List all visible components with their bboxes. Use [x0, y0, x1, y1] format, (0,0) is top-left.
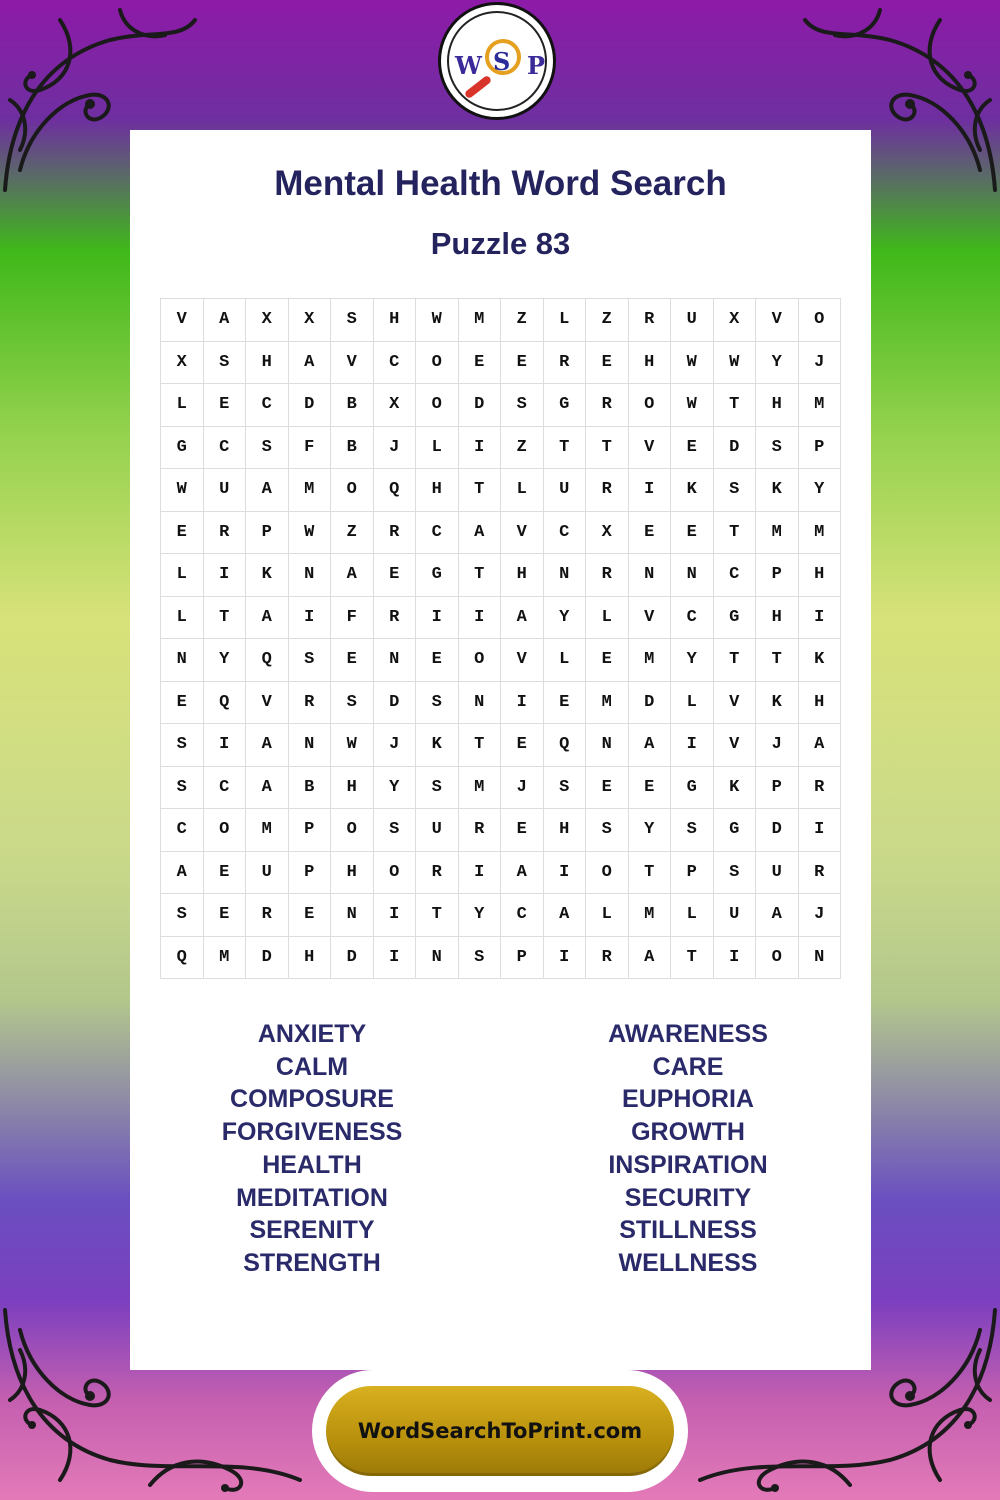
- grid-cell[interactable]: Z: [501, 427, 544, 470]
- grid-cell[interactable]: S: [756, 427, 799, 470]
- grid-cell[interactable]: A: [799, 724, 842, 767]
- grid-cell[interactable]: U: [246, 852, 289, 895]
- grid-cell[interactable]: I: [671, 724, 714, 767]
- grid-cell[interactable]: T: [629, 852, 672, 895]
- grid-cell[interactable]: P: [756, 767, 799, 810]
- grid-cell[interactable]: P: [671, 852, 714, 895]
- puzzle-card: [130, 130, 871, 1370]
- grid-cell[interactable]: E: [374, 554, 417, 597]
- grid-cell[interactable]: J: [501, 767, 544, 810]
- grid-cell[interactable]: S: [671, 809, 714, 852]
- grid-cell[interactable]: U: [416, 809, 459, 852]
- grid-cell[interactable]: I: [204, 724, 247, 767]
- word-list-item: SERENITY: [249, 1216, 375, 1245]
- grid-cell[interactable]: I: [416, 597, 459, 640]
- grid-cell[interactable]: K: [714, 767, 757, 810]
- word-list-item: STRENGTH: [243, 1248, 381, 1277]
- grid-cell[interactable]: V: [501, 512, 544, 555]
- grid-cell[interactable]: O: [586, 852, 629, 895]
- grid-cell[interactable]: T: [204, 597, 247, 640]
- grid-cell[interactable]: L: [161, 597, 204, 640]
- grid-cell[interactable]: U: [204, 469, 247, 512]
- grid-cell[interactable]: K: [671, 469, 714, 512]
- grid-cell[interactable]: O: [416, 342, 459, 385]
- grid-cell[interactable]: L: [544, 639, 587, 682]
- grid-cell[interactable]: R: [586, 469, 629, 512]
- grid-cell[interactable]: C: [714, 554, 757, 597]
- grid-cell[interactable]: Z: [586, 299, 629, 342]
- grid-cell[interactable]: R: [629, 299, 672, 342]
- grid-cell[interactable]: N: [799, 937, 842, 980]
- grid-cell[interactable]: S: [331, 682, 374, 725]
- grid-cell[interactable]: E: [204, 894, 247, 937]
- grid-cell[interactable]: C: [501, 894, 544, 937]
- grid-cell[interactable]: K: [756, 682, 799, 725]
- grid-cell[interactable]: L: [671, 894, 714, 937]
- grid-cell[interactable]: V: [331, 342, 374, 385]
- grid-cell[interactable]: N: [629, 554, 672, 597]
- grid-cell[interactable]: M: [204, 937, 247, 980]
- grid-cell[interactable]: E: [501, 809, 544, 852]
- grid-cell[interactable]: S: [586, 809, 629, 852]
- grid-cell[interactable]: H: [374, 299, 417, 342]
- word-list-item: WELLNESS: [618, 1248, 758, 1277]
- grid-cell[interactable]: D: [331, 937, 374, 980]
- grid-cell[interactable]: L: [586, 597, 629, 640]
- grid-cell[interactable]: P: [246, 512, 289, 555]
- grid-cell[interactable]: I: [459, 852, 502, 895]
- grid-cell[interactable]: E: [586, 767, 629, 810]
- grid-cell[interactable]: Z: [331, 512, 374, 555]
- grid-cell[interactable]: O: [629, 384, 672, 427]
- grid-cell[interactable]: O: [756, 937, 799, 980]
- grid-cell[interactable]: N: [161, 639, 204, 682]
- word-list-right: [538, 1018, 838, 1280]
- word-list-left: [162, 1018, 462, 1280]
- grid-cell[interactable]: L: [544, 299, 587, 342]
- grid-cell[interactable]: I: [204, 554, 247, 597]
- grid-cell[interactable]: Y: [799, 469, 842, 512]
- grid-cell[interactable]: C: [246, 384, 289, 427]
- grid-cell[interactable]: D: [756, 809, 799, 852]
- grid-cell[interactable]: P: [799, 427, 842, 470]
- grid-cell[interactable]: Q: [374, 469, 417, 512]
- letter-grid: [160, 298, 841, 979]
- grid-cell[interactable]: R: [799, 852, 842, 895]
- grid-cell[interactable]: C: [416, 512, 459, 555]
- grid-cell[interactable]: U: [756, 852, 799, 895]
- word-list-item: GROWTH: [631, 1118, 745, 1147]
- grid-cell[interactable]: H: [756, 384, 799, 427]
- grid-cell[interactable]: I: [459, 597, 502, 640]
- grid-cell[interactable]: K: [416, 724, 459, 767]
- grid-cell[interactable]: M: [629, 894, 672, 937]
- grid-cell[interactable]: H: [799, 554, 842, 597]
- grid-cell[interactable]: V: [161, 299, 204, 342]
- grid-cell[interactable]: M: [799, 384, 842, 427]
- grid-cell[interactable]: A: [756, 894, 799, 937]
- grid-cell[interactable]: A: [459, 512, 502, 555]
- grid-cell[interactable]: H: [756, 597, 799, 640]
- grid-cell[interactable]: T: [756, 639, 799, 682]
- grid-cell[interactable]: G: [416, 554, 459, 597]
- grid-cell[interactable]: H: [629, 342, 672, 385]
- grid-cell[interactable]: J: [756, 724, 799, 767]
- grid-cell[interactable]: V: [629, 427, 672, 470]
- grid-cell[interactable]: R: [374, 597, 417, 640]
- grid-cell[interactable]: V: [714, 724, 757, 767]
- grid-cell[interactable]: N: [331, 894, 374, 937]
- grid-cell[interactable]: T: [586, 427, 629, 470]
- grid-cell[interactable]: I: [714, 937, 757, 980]
- grid-cell[interactable]: R: [799, 767, 842, 810]
- grid-cell[interactable]: J: [799, 894, 842, 937]
- grid-cell[interactable]: B: [289, 767, 332, 810]
- word-list-item: EUPHORIA: [622, 1085, 754, 1114]
- word-list-item: ANXIETY: [257, 1020, 367, 1048]
- word-list-item: CARE: [652, 1052, 724, 1081]
- grid-cell[interactable]: X: [246, 299, 289, 342]
- grid-cell[interactable]: Q: [544, 724, 587, 767]
- grid-cell[interactable]: W: [416, 299, 459, 342]
- grid-cell[interactable]: K: [799, 639, 842, 682]
- grid-cell[interactable]: A: [246, 469, 289, 512]
- grid-cell[interactable]: L: [416, 427, 459, 470]
- grid-cell[interactable]: J: [374, 724, 417, 767]
- grid-cell[interactable]: S: [331, 299, 374, 342]
- grid-cell[interactable]: R: [246, 894, 289, 937]
- grid-cell[interactable]: M: [586, 682, 629, 725]
- grid-cell[interactable]: K: [756, 469, 799, 512]
- grid-cell[interactable]: X: [374, 384, 417, 427]
- grid-cell[interactable]: X: [714, 299, 757, 342]
- grid-cell[interactable]: P: [289, 852, 332, 895]
- grid-cell[interactable]: E: [586, 342, 629, 385]
- grid-cell[interactable]: L: [586, 894, 629, 937]
- footer-site-link[interactable]: WordSearchToPrint.com: [357, 1419, 643, 1443]
- grid-cell[interactable]: S: [289, 639, 332, 682]
- grid-cell[interactable]: I: [289, 597, 332, 640]
- grid-cell[interactable]: E: [161, 512, 204, 555]
- grid-cell[interactable]: E: [629, 767, 672, 810]
- grid-cell[interactable]: Q: [204, 682, 247, 725]
- grid-cell[interactable]: Q: [246, 639, 289, 682]
- grid-cell[interactable]: S: [161, 724, 204, 767]
- grid-cell[interactable]: E: [671, 427, 714, 470]
- grid-cell[interactable]: S: [246, 427, 289, 470]
- grid-cell[interactable]: N: [459, 682, 502, 725]
- grid-cell[interactable]: R: [289, 682, 332, 725]
- grid-cell[interactable]: X: [161, 342, 204, 385]
- grid-cell[interactable]: D: [459, 384, 502, 427]
- logo-letter-w: W: [455, 51, 482, 80]
- grid-cell[interactable]: K: [246, 554, 289, 597]
- page-title: Mental Health Word Search: [274, 164, 727, 203]
- grid-cell[interactable]: C: [161, 809, 204, 852]
- grid-cell[interactable]: C: [374, 342, 417, 385]
- grid-cell[interactable]: S: [501, 384, 544, 427]
- grid-cell[interactable]: H: [416, 469, 459, 512]
- grid-cell[interactable]: H: [289, 937, 332, 980]
- grid-cell[interactable]: T: [714, 384, 757, 427]
- grid-cell[interactable]: R: [416, 852, 459, 895]
- grid-cell[interactable]: A: [161, 852, 204, 895]
- grid-cell[interactable]: M: [756, 512, 799, 555]
- grid-cell[interactable]: I: [544, 852, 587, 895]
- grid-cell[interactable]: O: [416, 384, 459, 427]
- grid-cell[interactable]: I: [374, 937, 417, 980]
- puzzle-number: Puzzle 83: [430, 226, 571, 261]
- grid-cell[interactable]: W: [161, 469, 204, 512]
- word-list-item: HEALTH: [262, 1150, 362, 1179]
- grid-cell[interactable]: I: [544, 937, 587, 980]
- grid-cell[interactable]: Y: [374, 767, 417, 810]
- grid-cell[interactable]: E: [204, 852, 247, 895]
- grid-cell[interactable]: A: [246, 724, 289, 767]
- grid-cell[interactable]: E: [544, 682, 587, 725]
- grid-cell[interactable]: H: [246, 342, 289, 385]
- grid-cell[interactable]: Z: [501, 299, 544, 342]
- grid-cell[interactable]: S: [204, 342, 247, 385]
- grid-cell[interactable]: T: [714, 639, 757, 682]
- grid-cell[interactable]: R: [586, 384, 629, 427]
- word-list-item: CALM: [275, 1052, 349, 1081]
- grid-cell[interactable]: A: [246, 767, 289, 810]
- grid-cell[interactable]: F: [289, 427, 332, 470]
- grid-cell[interactable]: L: [501, 469, 544, 512]
- grid-cell[interactable]: N: [671, 554, 714, 597]
- grid-cell[interactable]: I: [799, 809, 842, 852]
- grid-cell[interactable]: E: [289, 894, 332, 937]
- grid-cell[interactable]: M: [799, 512, 842, 555]
- grid-cell[interactable]: S: [459, 937, 502, 980]
- grid-cell[interactable]: A: [501, 597, 544, 640]
- grid-cell[interactable]: H: [331, 852, 374, 895]
- footer-badge: [312, 1370, 688, 1492]
- grid-cell[interactable]: T: [544, 427, 587, 470]
- word-list-item: STILLNESS: [619, 1216, 757, 1245]
- grid-cell[interactable]: S: [161, 767, 204, 810]
- grid-cell[interactable]: E: [671, 512, 714, 555]
- grid-cell[interactable]: J: [799, 342, 842, 385]
- grid-cell[interactable]: D: [246, 937, 289, 980]
- grid-cell[interactable]: U: [714, 894, 757, 937]
- grid-cell[interactable]: O: [799, 299, 842, 342]
- grid-cell[interactable]: J: [374, 427, 417, 470]
- grid-cell[interactable]: S: [714, 852, 757, 895]
- grid-cell[interactable]: Y: [544, 597, 587, 640]
- grid-cell[interactable]: N: [544, 554, 587, 597]
- grid-cell[interactable]: E: [459, 342, 502, 385]
- grid-cell[interactable]: R: [586, 554, 629, 597]
- grid-cell[interactable]: B: [331, 384, 374, 427]
- grid-cell[interactable]: Y: [204, 639, 247, 682]
- grid-cell[interactable]: S: [714, 469, 757, 512]
- grid-cell[interactable]: I: [629, 469, 672, 512]
- word-list-item: FORGIVENESS: [221, 1118, 403, 1147]
- grid-cell[interactable]: W: [671, 342, 714, 385]
- grid-cell[interactable]: S: [416, 682, 459, 725]
- grid-cell[interactable]: E: [416, 639, 459, 682]
- grid-cell[interactable]: E: [586, 639, 629, 682]
- grid-cell[interactable]: V: [714, 682, 757, 725]
- grid-cell[interactable]: E: [629, 512, 672, 555]
- grid-cell[interactable]: R: [459, 809, 502, 852]
- grid-cell[interactable]: V: [629, 597, 672, 640]
- grid-cell[interactable]: T: [459, 724, 502, 767]
- grid-cell[interactable]: E: [501, 342, 544, 385]
- grid-cell[interactable]: C: [544, 512, 587, 555]
- grid-cell[interactable]: D: [289, 384, 332, 427]
- word-list-item: AWARENESS: [608, 1020, 768, 1048]
- grid-cell[interactable]: T: [714, 512, 757, 555]
- grid-cell[interactable]: M: [246, 809, 289, 852]
- grid-cell[interactable]: S: [416, 767, 459, 810]
- word-list-item: INSPIRATION: [608, 1150, 768, 1179]
- grid-cell[interactable]: A: [331, 554, 374, 597]
- grid-cell[interactable]: W: [331, 724, 374, 767]
- grid-cell[interactable]: H: [799, 682, 842, 725]
- grid-cell[interactable]: X: [289, 299, 332, 342]
- grid-cell[interactable]: I: [374, 894, 417, 937]
- grid-cell[interactable]: V: [501, 639, 544, 682]
- grid-cell[interactable]: I: [459, 427, 502, 470]
- grid-cell[interactable]: E: [161, 682, 204, 725]
- grid-cell[interactable]: O: [331, 469, 374, 512]
- grid-cell[interactable]: A: [204, 299, 247, 342]
- grid-cell[interactable]: H: [544, 809, 587, 852]
- grid-cell[interactable]: P: [289, 809, 332, 852]
- grid-cell[interactable]: A: [629, 724, 672, 767]
- grid-cell[interactable]: G: [671, 767, 714, 810]
- grid-cell[interactable]: R: [204, 512, 247, 555]
- footer-button[interactable]: [326, 1386, 674, 1476]
- grid-cell[interactable]: X: [586, 512, 629, 555]
- grid-cell[interactable]: W: [289, 512, 332, 555]
- grid-cell[interactable]: D: [374, 682, 417, 725]
- grid-cell[interactable]: A: [246, 597, 289, 640]
- grid-cell[interactable]: N: [289, 554, 332, 597]
- grid-cell[interactable]: Y: [459, 894, 502, 937]
- grid-cell[interactable]: V: [756, 299, 799, 342]
- grid-cell[interactable]: N: [289, 724, 332, 767]
- grid-cell[interactable]: L: [161, 554, 204, 597]
- grid-cell[interactable]: U: [671, 299, 714, 342]
- word-list-item: SECURITY: [624, 1183, 752, 1212]
- grid-cell[interactable]: D: [629, 682, 672, 725]
- grid-cell[interactable]: N: [586, 724, 629, 767]
- grid-cell[interactable]: M: [459, 767, 502, 810]
- grid-cell[interactable]: C: [671, 597, 714, 640]
- grid-cell[interactable]: G: [714, 809, 757, 852]
- grid-cell[interactable]: C: [204, 767, 247, 810]
- grid-cell[interactable]: I: [501, 682, 544, 725]
- grid-cell[interactable]: S: [374, 809, 417, 852]
- grid-cell[interactable]: P: [501, 937, 544, 980]
- grid-cell[interactable]: V: [246, 682, 289, 725]
- logo-letter-s: S: [493, 47, 511, 76]
- grid-cell[interactable]: F: [331, 597, 374, 640]
- grid-cell[interactable]: B: [331, 427, 374, 470]
- grid-cell[interactable]: T: [459, 469, 502, 512]
- grid-cell[interactable]: Y: [671, 639, 714, 682]
- grid-cell[interactable]: Q: [161, 937, 204, 980]
- grid-cell[interactable]: E: [204, 384, 247, 427]
- grid-cell[interactable]: A: [544, 894, 587, 937]
- grid-cell[interactable]: S: [161, 894, 204, 937]
- grid-cell[interactable]: A: [629, 937, 672, 980]
- grid-cell[interactable]: Y: [756, 342, 799, 385]
- word-list-item: COMPOSURE: [230, 1085, 394, 1114]
- grid-cell[interactable]: G: [544, 384, 587, 427]
- grid-cell[interactable]: E: [501, 724, 544, 767]
- grid-cell[interactable]: A: [501, 852, 544, 895]
- grid-cell[interactable]: P: [756, 554, 799, 597]
- grid-cell[interactable]: G: [161, 427, 204, 470]
- grid-cell[interactable]: S: [544, 767, 587, 810]
- grid-cell[interactable]: N: [374, 639, 417, 682]
- grid-cell[interactable]: U: [544, 469, 587, 512]
- grid-cell[interactable]: H: [501, 554, 544, 597]
- grid-cell[interactable]: D: [714, 427, 757, 470]
- site-logo[interactable]: [438, 2, 556, 120]
- grid-cell[interactable]: M: [289, 469, 332, 512]
- grid-cell[interactable]: L: [671, 682, 714, 725]
- logo-letter-p: P: [527, 51, 546, 80]
- grid-cell[interactable]: M: [629, 639, 672, 682]
- grid-cell[interactable]: N: [416, 937, 459, 980]
- grid-cell[interactable]: M: [459, 299, 502, 342]
- grid-cell[interactable]: H: [331, 767, 374, 810]
- grid-cell[interactable]: Y: [629, 809, 672, 852]
- grid-cell[interactable]: E: [331, 639, 374, 682]
- grid-cell[interactable]: L: [161, 384, 204, 427]
- grid-cell[interactable]: O: [374, 852, 417, 895]
- grid-cell[interactable]: A: [289, 342, 332, 385]
- grid-cell[interactable]: T: [459, 554, 502, 597]
- grid-cell[interactable]: O: [204, 809, 247, 852]
- grid-cell[interactable]: O: [459, 639, 502, 682]
- grid-cell[interactable]: R: [586, 937, 629, 980]
- grid-cell[interactable]: O: [331, 809, 374, 852]
- grid-cell[interactable]: R: [374, 512, 417, 555]
- grid-cell[interactable]: R: [544, 342, 587, 385]
- grid-cell[interactable]: W: [714, 342, 757, 385]
- grid-cell[interactable]: W: [671, 384, 714, 427]
- grid-cell[interactable]: T: [671, 937, 714, 980]
- word-list-item: MEDITATION: [236, 1183, 388, 1212]
- grid-cell[interactable]: T: [416, 894, 459, 937]
- grid-cell[interactable]: C: [204, 427, 247, 470]
- grid-cell[interactable]: I: [799, 597, 842, 640]
- grid-cell[interactable]: G: [714, 597, 757, 640]
